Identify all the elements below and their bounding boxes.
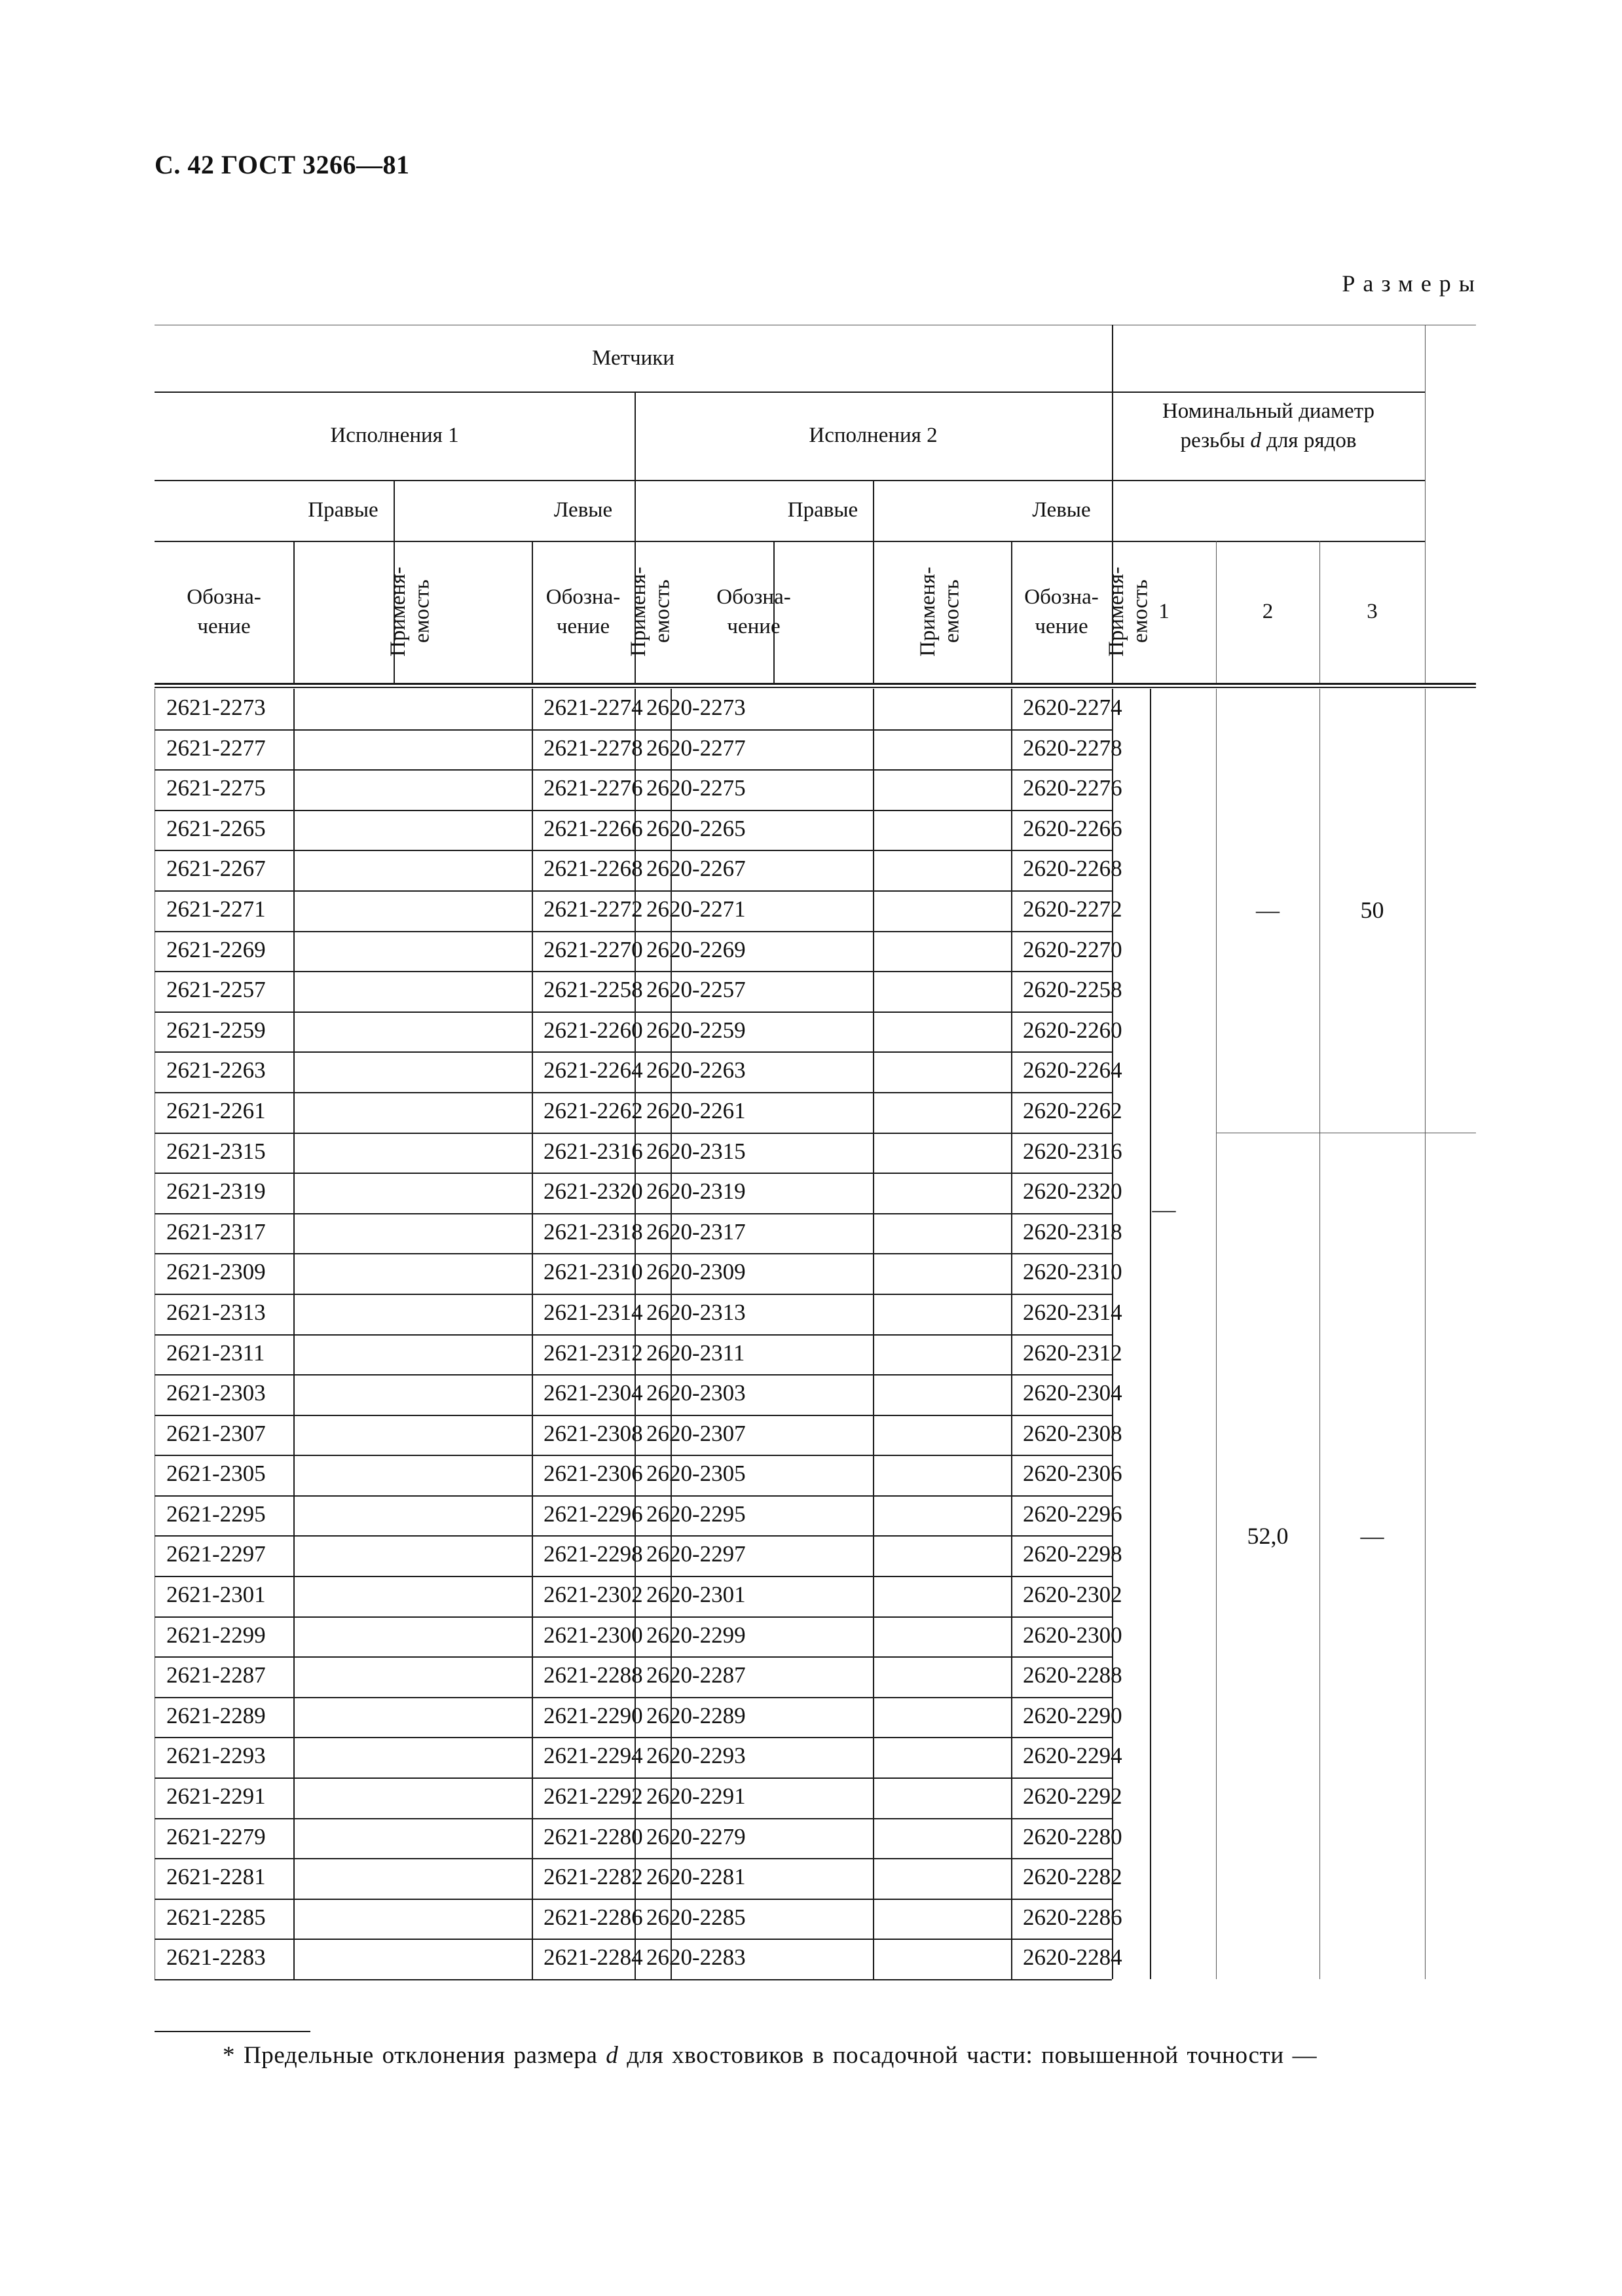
row-series-1-header: 1: [1158, 600, 1170, 624]
designation-cell: 2620-2300: [1023, 1622, 1122, 1648]
header-bottom-rule-1: [155, 683, 1476, 685]
designation-cell: 2621-2300: [544, 1622, 643, 1648]
row-series-2-header: 2: [1262, 600, 1274, 624]
designation-cell: 2620-2257: [646, 977, 746, 1003]
row-rule: [155, 1858, 1112, 1859]
designation-cell: 2621-2316: [544, 1138, 643, 1164]
designation-cell: 2621-2299: [166, 1622, 266, 1648]
designation-header-2-line: Обозна-: [545, 585, 621, 609]
designation-cell: 2620-2294: [1023, 1743, 1122, 1769]
row-rule: [155, 850, 1112, 851]
row-rule: [155, 769, 1112, 771]
series-2-value-bottom: 52,0: [1247, 1522, 1289, 1549]
designation-cell: 2621-2306: [544, 1461, 643, 1487]
designation-cell: 2621-2267: [166, 856, 266, 882]
designation-cell: 2621-2296: [544, 1501, 643, 1527]
designation-cell: 2621-2295: [166, 1501, 266, 1527]
designation-cell: 2620-2263: [646, 1057, 746, 1084]
designation-cell: 2621-2287: [166, 1662, 266, 1688]
nominal-title-suffix: для рядов: [1261, 428, 1357, 452]
designation-cell: 2621-2264: [544, 1057, 643, 1084]
footnote-prefix: * Предельные отклонения размера: [223, 2042, 606, 2069]
designation-cell: 2620-2286: [1023, 1904, 1122, 1930]
designation-cell: 2620-2273: [646, 695, 746, 720]
footnote-suffix: для хвостовиков в посадочной части: повышенной точности —: [618, 2042, 1318, 2069]
designation-cell: 2620-2279: [646, 1823, 746, 1850]
designation-cell: 2620-2291: [646, 1783, 746, 1810]
designation-cell: 2621-2302: [544, 1582, 643, 1608]
designation-cell: 2621-2281: [166, 1864, 266, 1890]
designation-cell: 2620-2271: [646, 896, 746, 922]
designation-cell: 2620-2297: [646, 1541, 746, 1567]
designation-cell: 2620-2298: [1023, 1541, 1122, 1567]
applicability-line1: Применя-: [626, 566, 650, 657]
designation-cell: 2621-2289: [166, 1702, 266, 1728]
designation-cell: 2620-2299: [646, 1622, 746, 1648]
designation-cell: 2620-2278: [1023, 735, 1122, 761]
designation-cell: 2620-2265: [646, 815, 746, 841]
designation-cell: 2621-2309: [166, 1259, 266, 1285]
row-rule: [155, 1294, 1112, 1295]
designation-cell: 2621-2262: [544, 1097, 643, 1123]
designation-cell: 2621-2283: [166, 1944, 266, 1971]
body-rule-v: [1425, 689, 1426, 1979]
designation-header-4: [1011, 541, 1112, 683]
designation-cell: 2621-2257: [166, 977, 266, 1003]
designation-cell: 2621-2286: [544, 1904, 643, 1930]
designation-cell: 2620-2316: [1023, 1138, 1122, 1164]
row-rule: [155, 1939, 1112, 1940]
row-rule: [155, 810, 1112, 811]
page-header: С. 42 ГОСТ 3266—81: [155, 150, 410, 179]
designation-cell: 2621-2311: [166, 1339, 265, 1366]
designation-cell: 2621-2304: [544, 1380, 643, 1406]
designation-cell: 2621-2266: [544, 815, 643, 841]
designation-cell: 2621-2317: [166, 1218, 266, 1245]
designation-cell: 2620-2312: [1023, 1339, 1122, 1366]
row-series-3-header: 3: [1367, 600, 1378, 624]
row-rule: [155, 971, 1112, 972]
designation-cell: 2620-2313: [646, 1299, 746, 1325]
designation-cell: 2620-2296: [1023, 1501, 1122, 1527]
designation-header-1-line: чение: [197, 614, 251, 638]
designation-cell: 2620-2309: [646, 1259, 746, 1285]
designation-cell: 2621-2294: [544, 1743, 643, 1769]
designation-cell: 2621-2314: [544, 1299, 643, 1325]
row-rule: [155, 1011, 1112, 1013]
series-3-value-top: 50: [1360, 897, 1384, 924]
designation-cell: 2620-2301: [646, 1582, 746, 1608]
designation-cell: 2620-2284: [1023, 1944, 1122, 1971]
designation-cell: 2620-2261: [646, 1097, 746, 1123]
row-rule: [155, 1051, 1112, 1053]
designation-cell: 2620-2302: [1023, 1582, 1122, 1608]
designation-cell: 2621-2263: [166, 1057, 266, 1084]
designation-header-3-line: Обозна-: [716, 585, 791, 609]
exec2-left-label: Левые: [1032, 498, 1091, 522]
designation-cell: 2621-2275: [166, 775, 266, 801]
designation-cell: 2621-2301: [166, 1582, 266, 1608]
designation-cell: 2621-2293: [166, 1743, 266, 1769]
applicability-line1: Применя-: [386, 566, 410, 657]
designation-cell: 2620-2269: [646, 936, 746, 962]
designation-cell: 2620-2258: [1023, 977, 1122, 1003]
designation-cell: 2620-2307: [646, 1420, 746, 1446]
footnote-d: d: [606, 2042, 619, 2069]
designation-cell: 2620-2293: [646, 1743, 746, 1769]
applicability-line1: Применя-: [915, 566, 940, 657]
designation-cell: 2620-2306: [1023, 1461, 1122, 1487]
designation-cell: 2620-2272: [1023, 896, 1122, 922]
series-3-value-bottom: —: [1360, 1522, 1384, 1549]
designation-cell: 2620-2318: [1023, 1218, 1122, 1245]
designation-cell: 2621-2258: [544, 977, 643, 1003]
table-bottom-rule: [155, 1979, 1112, 1980]
designation-cell: 2620-2317: [646, 1218, 746, 1245]
designation-cell: 2621-2310: [544, 1259, 643, 1285]
row-rule: [155, 1576, 1112, 1577]
designation-cell: 2620-2311: [646, 1339, 745, 1366]
designation-cell: 2621-2274: [544, 695, 643, 720]
designation-cell: 2621-2280: [544, 1823, 643, 1850]
nominal-title-line1: Номинальный диаметр: [1162, 399, 1375, 423]
designation-cell: 2620-2290: [1023, 1702, 1122, 1728]
applicability-line2: емость: [1128, 579, 1152, 644]
row-rule: [155, 1535, 1112, 1537]
row-rule: [155, 1656, 1112, 1658]
row-rule: [155, 1495, 1112, 1497]
designation-cell: 2621-2276: [544, 775, 643, 801]
designation-cell: 2621-2292: [544, 1783, 643, 1810]
designation-cell: 2620-2310: [1023, 1259, 1122, 1285]
designation-cell: 2621-2284: [544, 1944, 643, 1971]
designation-cell: 2620-2287: [646, 1662, 746, 1688]
designation-cell: 2620-2260: [1023, 1017, 1122, 1043]
designation-cell: 2620-2303: [646, 1380, 746, 1406]
applicability-header-2: [627, 553, 679, 670]
series-2-value-top: —: [1256, 897, 1280, 924]
designation-cell: 2621-2279: [166, 1823, 266, 1850]
designation-cell: 2620-2268: [1023, 856, 1122, 882]
designation-cell: 2620-2266: [1023, 815, 1122, 841]
designation-cell: 2621-2313: [166, 1299, 266, 1325]
rule-v: [1425, 325, 1426, 683]
row-rule: [155, 1737, 1112, 1738]
designation-cell: 2621-2307: [166, 1420, 266, 1446]
designation-cell: 2621-2318: [544, 1218, 643, 1245]
designation-cell: 2621-2305: [166, 1461, 266, 1487]
designation-cell: 2620-2280: [1023, 1823, 1122, 1850]
sizes-label: Размеры: [1342, 270, 1483, 297]
designation-cell: 2620-2275: [646, 775, 746, 801]
applicability-line2: емость: [939, 579, 963, 644]
designation-cell: 2620-2292: [1023, 1783, 1122, 1810]
row-rule: [155, 1697, 1112, 1698]
applicability-line2: емость: [410, 579, 434, 644]
designation-cell: 2620-2288: [1023, 1662, 1122, 1688]
applicability-header-1: [386, 553, 439, 670]
designation-cell: 2621-2285: [166, 1904, 266, 1930]
row-rule: [155, 1818, 1112, 1819]
designation-header-4-line: чение: [1035, 614, 1088, 638]
designation-cell: 2620-2295: [646, 1501, 746, 1527]
designation-cell: 2620-2289: [646, 1702, 746, 1728]
designation-header-2: [532, 541, 635, 683]
row-rule: [155, 1334, 1112, 1336]
designation-cell: 2620-2281: [646, 1864, 746, 1890]
execution-2-label: Исполнения 2: [809, 424, 938, 448]
designation-cell: 2621-2270: [544, 936, 643, 962]
designation-cell: 2621-2273: [166, 695, 266, 720]
row-rule: [155, 1777, 1112, 1779]
footnote: [223, 2041, 1317, 2069]
row-rule: [155, 1133, 1112, 1134]
designation-cell: 2621-2261: [166, 1097, 266, 1123]
group-title: Метчики: [592, 346, 674, 370]
designation-cell: 2620-2314: [1023, 1299, 1122, 1325]
designation-cell: 2620-2285: [646, 1904, 746, 1930]
designation-cell: 2620-2267: [646, 856, 746, 882]
designation-cell: 2621-2269: [166, 936, 266, 962]
row-rule: [155, 1173, 1112, 1174]
designation-cell: 2620-2308: [1023, 1420, 1122, 1446]
designation-cell: 2621-2297: [166, 1541, 266, 1567]
designation-cell: 2620-2259: [646, 1017, 746, 1043]
nominal-title-d: d: [1250, 428, 1261, 452]
designation-cell: 2620-2262: [1023, 1097, 1122, 1123]
designation-cell: 2621-2291: [166, 1783, 266, 1810]
designation-cell: 2620-2304: [1023, 1380, 1122, 1406]
designation-cell: 2621-2319: [166, 1178, 266, 1205]
designation-cell: 2621-2277: [166, 735, 266, 761]
designation-cell: 2620-2320: [1023, 1178, 1122, 1205]
designation-cell: 2621-2290: [544, 1702, 643, 1728]
designation-cell: 2621-2308: [544, 1420, 643, 1446]
row-rule: [155, 1616, 1112, 1618]
designation-header-3-line: чение: [727, 614, 781, 638]
designation-cell: 2621-2260: [544, 1017, 643, 1043]
designation-cell: 2621-2320: [544, 1178, 643, 1205]
series-1-value: —: [1152, 1196, 1176, 1223]
row-rule: [155, 1213, 1112, 1214]
designation-cell: 2621-2298: [544, 1541, 643, 1567]
designation-cell: 2621-2315: [166, 1138, 266, 1164]
header-bottom-rule-2: [155, 687, 1476, 688]
applicability-line2: емость: [650, 579, 674, 644]
designation-cell: 2621-2271: [166, 896, 266, 922]
designation-cell: 2620-2274: [1023, 695, 1122, 720]
row-rule: [155, 1415, 1112, 1416]
designation-cell: 2621-2268: [544, 856, 643, 882]
designation-header-4-line: Обозна-: [1024, 585, 1099, 609]
designation-cell: 2621-2282: [544, 1864, 643, 1890]
row-rule: [155, 1092, 1112, 1093]
row-rule: [155, 890, 1112, 892]
exec1-right-label: Правые: [308, 498, 378, 522]
designation-cell: 2621-2265: [166, 815, 266, 841]
designation-cell: 2621-2278: [544, 735, 643, 761]
nominal-title-prefix: резьбы: [1180, 428, 1251, 452]
designation-cell: 2620-2283: [646, 1944, 746, 1971]
nominal-title-line2: [1112, 426, 1425, 456]
designation-cell: 2621-2272: [544, 896, 643, 922]
designation-cell: 2621-2259: [166, 1017, 266, 1043]
row-rule: [155, 729, 1112, 731]
designation-cell: 2620-2315: [646, 1138, 746, 1164]
designation-cell: 2620-2276: [1023, 775, 1122, 801]
applicability-line1: Применя-: [1105, 566, 1128, 657]
exec2-right-label: Правые: [787, 498, 858, 522]
row-rule: [155, 1374, 1112, 1376]
designation-cell: 2620-2319: [646, 1178, 746, 1205]
designation-cell: 2620-2277: [646, 735, 746, 761]
execution-1-label: Исполнения 1: [330, 424, 459, 448]
row-rule: [155, 1253, 1112, 1254]
exec1-left-label: Левые: [553, 498, 613, 522]
row-rule: [155, 1455, 1112, 1456]
designation-header-2-line: чение: [556, 614, 610, 638]
designation-cell: 2620-2264: [1023, 1057, 1122, 1084]
rule-v: [293, 541, 295, 683]
designation-cell: 2621-2312: [544, 1339, 643, 1366]
designation-cell: 2620-2282: [1023, 1864, 1122, 1890]
nominal-diameter-title: [1112, 397, 1425, 455]
applicability-header-3: [916, 553, 968, 670]
designation-header-1: [155, 541, 293, 683]
designation-cell: 2621-2303: [166, 1380, 266, 1406]
designation-header-1-line: Обозна-: [187, 585, 261, 609]
designation-cell: 2620-2270: [1023, 936, 1122, 962]
designation-cell: 2620-2305: [646, 1461, 746, 1487]
designation-cell: 2621-2288: [544, 1662, 643, 1688]
row-rule: [155, 931, 1112, 932]
row-rule: [155, 1899, 1112, 1900]
footnote-rule: [155, 2031, 310, 2032]
